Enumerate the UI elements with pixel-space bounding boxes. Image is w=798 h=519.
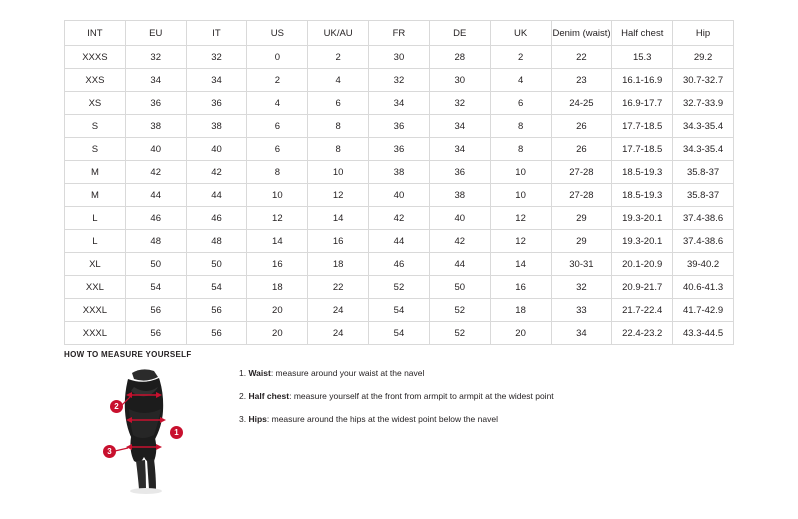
cell-denim-waist: 22 xyxy=(551,46,612,69)
cell-hip: 41.7-42.9 xyxy=(673,299,734,322)
cell-eu: 38 xyxy=(125,115,186,138)
cell-eu: 44 xyxy=(125,184,186,207)
instruction-text: : measure around the hips at the widest point below the navel xyxy=(266,414,498,425)
cell-uk-au: 8 xyxy=(308,115,369,138)
cell-it: 44 xyxy=(186,184,247,207)
cell-denim-waist: 29 xyxy=(551,207,612,230)
instruction-text: : measure around your waist at the navel xyxy=(270,368,425,378)
cell-uk-au: 4 xyxy=(308,69,369,92)
cell-hip: 39-40.2 xyxy=(673,253,734,276)
cell-it: 40 xyxy=(186,138,247,161)
cell-eu: 40 xyxy=(125,138,186,161)
cell-half-chest: 16.9-17.7 xyxy=(612,92,673,115)
cell-us: 4 xyxy=(247,92,308,115)
cell-half-chest: 16.1-16.9 xyxy=(612,69,673,92)
cell-denim-waist: 26 xyxy=(551,115,612,138)
cell-uk: 8 xyxy=(490,138,551,161)
table-row xyxy=(65,46,734,69)
callout-marker-2: 2 xyxy=(110,400,123,413)
cell-us: 14 xyxy=(247,230,308,253)
cell-us: 16 xyxy=(247,253,308,276)
cell-uk-au: 24 xyxy=(308,322,369,345)
cell-half-chest: 20.1-20.9 xyxy=(612,253,673,276)
cell-it: 42 xyxy=(186,161,247,184)
cell-eu: 56 xyxy=(125,299,186,322)
column-header-eu: EU xyxy=(125,21,186,46)
cell-uk: 2 xyxy=(490,46,551,69)
cell-us: 0 xyxy=(247,46,308,69)
cell-uk-au: 6 xyxy=(308,92,369,115)
cell-eu: 32 xyxy=(125,46,186,69)
cell-de: 30 xyxy=(429,69,490,92)
table-row xyxy=(65,322,734,345)
cell-fr: 54 xyxy=(369,299,430,322)
cell-half-chest: 17.7-18.5 xyxy=(612,115,673,138)
instruction-half-chest xyxy=(239,391,719,401)
cell-half-chest: 18.5-19.3 xyxy=(612,184,673,207)
body-measurement-figure xyxy=(84,365,234,495)
cell-hip: 40.6-41.3 xyxy=(673,276,734,299)
table-row xyxy=(65,253,734,276)
cell-int: L xyxy=(65,230,126,253)
cell-fr: 52 xyxy=(369,276,430,299)
cell-int: M xyxy=(65,184,126,207)
table-row xyxy=(65,184,734,207)
cell-de: 50 xyxy=(429,276,490,299)
cell-uk-au: 16 xyxy=(308,230,369,253)
table-row xyxy=(65,161,734,184)
cell-fr: 36 xyxy=(369,115,430,138)
table-row xyxy=(65,69,734,92)
cell-hip: 29.2 xyxy=(673,46,734,69)
cell-uk-au: 8 xyxy=(308,138,369,161)
cell-de: 52 xyxy=(429,322,490,345)
cell-fr: 44 xyxy=(369,230,430,253)
cell-us: 6 xyxy=(247,138,308,161)
table-row xyxy=(65,276,734,299)
cell-half-chest: 17.7-18.5 xyxy=(612,138,673,161)
cell-us: 10 xyxy=(247,184,308,207)
cell-fr: 32 xyxy=(369,69,430,92)
cell-fr: 42 xyxy=(369,207,430,230)
cell-eu: 36 xyxy=(125,92,186,115)
table-body xyxy=(65,46,734,345)
cell-hip: 35.8-37 xyxy=(673,184,734,207)
cell-int: XL xyxy=(65,253,126,276)
cell-us: 18 xyxy=(247,276,308,299)
cell-eu: 46 xyxy=(125,207,186,230)
table-row xyxy=(65,115,734,138)
cell-fr: 54 xyxy=(369,322,430,345)
cell-uk: 8 xyxy=(490,115,551,138)
cell-int: XXL xyxy=(65,276,126,299)
table-header-row xyxy=(65,21,734,46)
table-row xyxy=(65,92,734,115)
cell-denim-waist: 26 xyxy=(551,138,612,161)
cell-int: XXXL xyxy=(65,299,126,322)
size-conversion-table xyxy=(64,20,734,345)
cell-eu: 34 xyxy=(125,69,186,92)
column-header-int: INT xyxy=(65,21,126,46)
cell-it: 56 xyxy=(186,322,247,345)
cell-half-chest: 21.7-22.4 xyxy=(612,299,673,322)
cell-hip: 34.3-35.4 xyxy=(673,115,734,138)
instruction-term: Hips xyxy=(248,414,267,425)
cell-eu: 56 xyxy=(125,322,186,345)
column-header-uk-au: UK/AU xyxy=(308,21,369,46)
cell-fr: 36 xyxy=(369,138,430,161)
column-header-half-chest: Half chest xyxy=(612,21,673,46)
cell-half-chest: 15.3 xyxy=(612,46,673,69)
column-header-us: US xyxy=(247,21,308,46)
cell-denim-waist: 32 xyxy=(551,276,612,299)
cell-de: 40 xyxy=(429,207,490,230)
cell-half-chest: 22.4-23.2 xyxy=(612,322,673,345)
callout-marker-3: 3 xyxy=(103,445,116,458)
table-row xyxy=(65,138,734,161)
cell-half-chest: 18.5-19.3 xyxy=(612,161,673,184)
cell-it: 36 xyxy=(186,92,247,115)
cell-int: S xyxy=(65,138,126,161)
cell-uk-au: 18 xyxy=(308,253,369,276)
cell-hip: 34.3-35.4 xyxy=(673,138,734,161)
cell-it: 34 xyxy=(186,69,247,92)
instruction-term: Waist xyxy=(248,368,271,378)
cell-fr: 46 xyxy=(369,253,430,276)
cell-us: 2 xyxy=(247,69,308,92)
cell-denim-waist: 24-25 xyxy=(551,92,612,115)
cell-eu: 50 xyxy=(125,253,186,276)
column-header-hip: Hip xyxy=(673,21,734,46)
instruction-number: 3. xyxy=(239,414,247,425)
instruction-hips xyxy=(239,414,719,424)
measurement-instructions xyxy=(239,368,719,438)
cell-int: S xyxy=(65,115,126,138)
cell-eu: 48 xyxy=(125,230,186,253)
how-to-measure-title: HOW TO MEASURE YOURSELF xyxy=(64,350,192,359)
column-header-it: IT xyxy=(186,21,247,46)
cell-uk-au: 12 xyxy=(308,184,369,207)
cell-denim-waist: 30-31 xyxy=(551,253,612,276)
cell-uk: 10 xyxy=(490,161,551,184)
cell-us: 6 xyxy=(247,115,308,138)
cell-it: 50 xyxy=(186,253,247,276)
cell-uk: 14 xyxy=(490,253,551,276)
cell-fr: 34 xyxy=(369,92,430,115)
cell-int: XXXL xyxy=(65,322,126,345)
cell-us: 20 xyxy=(247,299,308,322)
cell-uk: 4 xyxy=(490,69,551,92)
cell-de: 32 xyxy=(429,92,490,115)
cell-uk: 6 xyxy=(490,92,551,115)
cell-denim-waist: 33 xyxy=(551,299,612,322)
cell-de: 34 xyxy=(429,138,490,161)
cell-it: 46 xyxy=(186,207,247,230)
cell-de: 34 xyxy=(429,115,490,138)
cell-half-chest: 20.9-21.7 xyxy=(612,276,673,299)
cell-de: 52 xyxy=(429,299,490,322)
cell-uk: 10 xyxy=(490,184,551,207)
cell-hip: 30.7-32.7 xyxy=(673,69,734,92)
callout-marker-1: 1 xyxy=(170,426,183,439)
cell-int: XXS xyxy=(65,69,126,92)
cell-it: 56 xyxy=(186,299,247,322)
cell-de: 42 xyxy=(429,230,490,253)
column-header-de: DE xyxy=(429,21,490,46)
cell-hip: 43.3-44.5 xyxy=(673,322,734,345)
cell-denim-waist: 27-28 xyxy=(551,184,612,207)
cell-half-chest: 19.3-20.1 xyxy=(612,207,673,230)
cell-fr: 30 xyxy=(369,46,430,69)
cell-us: 8 xyxy=(247,161,308,184)
cell-eu: 54 xyxy=(125,276,186,299)
cell-it: 38 xyxy=(186,115,247,138)
cell-us: 20 xyxy=(247,322,308,345)
cell-fr: 38 xyxy=(369,161,430,184)
cell-int: XXXS xyxy=(65,46,126,69)
mannequin-illustration xyxy=(84,365,234,495)
column-header-fr: FR xyxy=(369,21,430,46)
how-to-measure-section xyxy=(64,365,734,495)
cell-uk: 12 xyxy=(490,230,551,253)
cell-denim-waist: 29 xyxy=(551,230,612,253)
cell-denim-waist: 23 xyxy=(551,69,612,92)
instruction-number: 1. xyxy=(239,368,247,378)
column-header-uk: UK xyxy=(490,21,551,46)
cell-eu: 42 xyxy=(125,161,186,184)
cell-us: 12 xyxy=(247,207,308,230)
table-row xyxy=(65,230,734,253)
cell-int: XS xyxy=(65,92,126,115)
cell-de: 44 xyxy=(429,253,490,276)
table-header xyxy=(65,21,734,46)
cell-uk-au: 24 xyxy=(308,299,369,322)
cell-uk: 16 xyxy=(490,276,551,299)
table-row xyxy=(65,207,734,230)
cell-hip: 32.7-33.9 xyxy=(673,92,734,115)
cell-hip: 37.4-38.6 xyxy=(673,230,734,253)
cell-it: 54 xyxy=(186,276,247,299)
cell-uk: 12 xyxy=(490,207,551,230)
cell-hip: 37.4-38.6 xyxy=(673,207,734,230)
table-row xyxy=(65,299,734,322)
cell-de: 36 xyxy=(429,161,490,184)
cell-uk: 20 xyxy=(490,322,551,345)
cell-it: 48 xyxy=(186,230,247,253)
instruction-text: : measure yourself at the front from armpit to armpit at the widest point xyxy=(289,391,554,402)
cell-uk-au: 10 xyxy=(308,161,369,184)
cell-uk-au: 22 xyxy=(308,276,369,299)
column-header-denim-waist: Denim (waist) xyxy=(551,21,612,46)
instruction-term: Half chest xyxy=(248,391,290,402)
cell-int: M xyxy=(65,161,126,184)
instruction-waist xyxy=(239,368,719,378)
size-table-container xyxy=(64,20,734,345)
instruction-number: 2. xyxy=(239,391,247,402)
cell-hip: 35.8-37 xyxy=(673,161,734,184)
cell-uk: 18 xyxy=(490,299,551,322)
cell-de: 38 xyxy=(429,184,490,207)
cell-it: 32 xyxy=(186,46,247,69)
cell-uk-au: 14 xyxy=(308,207,369,230)
cell-fr: 40 xyxy=(369,184,430,207)
cell-denim-waist: 34 xyxy=(551,322,612,345)
cell-int: L xyxy=(65,207,126,230)
cell-uk-au: 2 xyxy=(308,46,369,69)
cell-denim-waist: 27-28 xyxy=(551,161,612,184)
cell-de: 28 xyxy=(429,46,490,69)
cell-half-chest: 19.3-20.1 xyxy=(612,230,673,253)
